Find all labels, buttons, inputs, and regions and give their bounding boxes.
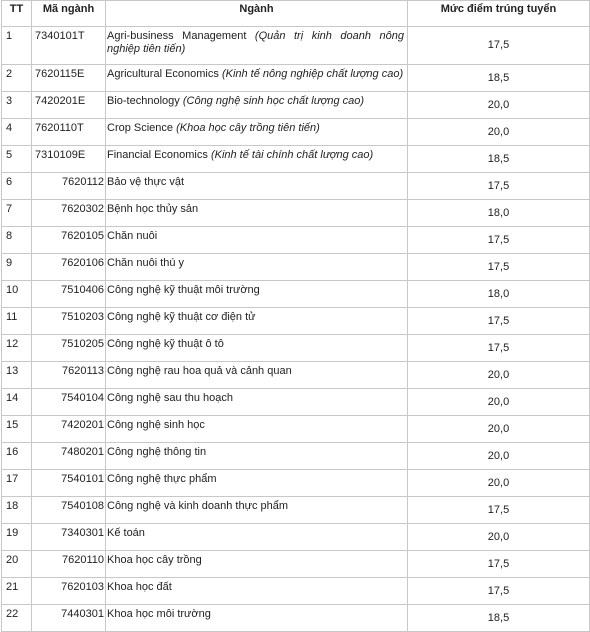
major-name-vietnamese: (Quản trị kinh doanh nông nghiệp tiên tiến): [107, 30, 404, 55]
row-major-code: 7510203: [32, 308, 106, 335]
row-major-name: [106, 497, 408, 524]
row-major-code: 7440301: [32, 605, 106, 632]
row-major-name: [106, 389, 408, 416]
row-admission-score: 18,5: [408, 146, 590, 173]
row-tt: 9: [2, 254, 32, 281]
major-name-text: Agri-business Management: [107, 30, 247, 42]
row-major-name: [106, 578, 408, 605]
major-name-vietnamese: (Kinh tế tài chính chất lượng cao): [210, 149, 374, 161]
row-tt: 4: [2, 119, 32, 146]
row-tt: 3: [2, 92, 32, 119]
header-tt: TT: [2, 1, 32, 27]
row-admission-score: 20,0: [408, 389, 590, 416]
row-admission-score: 17,5: [408, 227, 590, 254]
table-row: [2, 200, 590, 227]
table-body: [2, 27, 590, 632]
table-row: [2, 551, 590, 578]
major-name-text: Bệnh học thủy sản: [107, 203, 199, 215]
row-major-code: 7480201: [32, 443, 106, 470]
row-major-name: [106, 308, 408, 335]
row-major-code: 7620112: [32, 173, 106, 200]
row-major-code: 7540104: [32, 389, 106, 416]
row-major-code: 7340101T: [32, 27, 106, 65]
major-name-text: Crop Science: [107, 122, 174, 134]
row-major-code: 7620302: [32, 200, 106, 227]
row-admission-score: 18,5: [408, 65, 590, 92]
table-row: [2, 227, 590, 254]
row-major-name: [106, 200, 408, 227]
major-name-text: Công nghệ sinh học: [107, 419, 205, 431]
table-row: [2, 416, 590, 443]
major-name-text: Công nghệ và kinh doanh thực phẩm: [107, 500, 289, 512]
admission-score-table: [1, 0, 590, 632]
major-name-text: Khoa học đất: [107, 581, 172, 593]
row-admission-score: 18,0: [408, 200, 590, 227]
row-admission-score: 20,0: [408, 416, 590, 443]
row-tt: 17: [2, 470, 32, 497]
row-major-name: [106, 227, 408, 254]
row-major-code: 7540101: [32, 470, 106, 497]
row-admission-score: 17,5: [408, 254, 590, 281]
major-name-text: Công nghệ kỹ thuật cơ điện tử: [107, 311, 256, 323]
table-row: [2, 389, 590, 416]
row-tt: 18: [2, 497, 32, 524]
row-major-name: [106, 281, 408, 308]
row-major-name: [106, 27, 408, 65]
row-tt: 10: [2, 281, 32, 308]
table-row: [2, 605, 590, 632]
row-major-name: [106, 470, 408, 497]
row-major-code: 7620110T: [32, 119, 106, 146]
major-name-text: Khoa học môi trường: [107, 608, 211, 620]
table-row: [2, 578, 590, 605]
row-admission-score: 18,5: [408, 605, 590, 632]
major-name-vietnamese: (Kinh tế nông nghiệp chất lượng cao): [221, 68, 404, 80]
row-admission-score: 17,5: [408, 497, 590, 524]
row-major-code: 7620113: [32, 362, 106, 389]
table-row: [2, 281, 590, 308]
row-tt: 22: [2, 605, 32, 632]
header-name: Ngành: [106, 1, 408, 27]
table-row: [2, 254, 590, 281]
table-row: [2, 119, 590, 146]
row-major-code: 7620103: [32, 578, 106, 605]
row-tt: 19: [2, 524, 32, 551]
table-row: [2, 65, 590, 92]
row-admission-score: 17,5: [408, 308, 590, 335]
row-tt: 7: [2, 200, 32, 227]
major-name-text: Công nghệ thông tin: [107, 446, 207, 458]
table-row: [2, 146, 590, 173]
row-tt: 12: [2, 335, 32, 362]
major-name-text: Công nghệ sau thu hoạch: [107, 392, 233, 404]
row-admission-score: 17,5: [408, 335, 590, 362]
row-major-code: 7340301: [32, 524, 106, 551]
row-major-code: 7620110: [32, 551, 106, 578]
row-major-name: [106, 119, 408, 146]
row-tt: 6: [2, 173, 32, 200]
table-row: [2, 362, 590, 389]
table-row: [2, 524, 590, 551]
row-major-name: [106, 443, 408, 470]
row-admission-score: 20,0: [408, 443, 590, 470]
major-name-text: Công nghệ rau hoa quả và cảnh quan: [107, 365, 292, 377]
row-admission-score: 17,5: [408, 578, 590, 605]
header-score: Mức điểm trúng tuyển: [408, 1, 590, 27]
row-admission-score: 20,0: [408, 524, 590, 551]
major-name-text: Công nghệ kỹ thuật ô tô: [107, 338, 224, 350]
row-tt: 13: [2, 362, 32, 389]
row-major-code: 7310109E: [32, 146, 106, 173]
major-name-text: Khoa học cây trồng: [107, 554, 202, 566]
row-admission-score: 20,0: [408, 119, 590, 146]
table-row: [2, 335, 590, 362]
major-name-text: Bio-technology: [107, 95, 180, 107]
table-row: [2, 497, 590, 524]
row-major-code: 7540108: [32, 497, 106, 524]
row-admission-score: 17,5: [408, 551, 590, 578]
row-major-name: [106, 524, 408, 551]
row-major-code: 7420201: [32, 416, 106, 443]
row-admission-score: 20,0: [408, 92, 590, 119]
row-tt: 15: [2, 416, 32, 443]
table-row: [2, 92, 590, 119]
row-major-name: [106, 362, 408, 389]
row-major-name: [106, 416, 408, 443]
row-major-name: [106, 92, 408, 119]
row-major-code: 7620115E: [32, 65, 106, 92]
major-name-vietnamese: (Khoa học cây trồng tiên tiến): [176, 122, 320, 134]
row-major-name: [106, 335, 408, 362]
major-name-text: Financial Economics: [107, 149, 208, 161]
row-tt: 11: [2, 308, 32, 335]
row-admission-score: 17,5: [408, 27, 590, 65]
row-major-name: [106, 254, 408, 281]
row-major-code: 7510205: [32, 335, 106, 362]
row-major-code: 7420201E: [32, 92, 106, 119]
row-tt: 16: [2, 443, 32, 470]
major-name-text: Bảo vệ thực vật: [107, 176, 185, 188]
table-row: [2, 443, 590, 470]
row-tt: 1: [2, 27, 32, 65]
table-row: [2, 470, 590, 497]
row-tt: 5: [2, 146, 32, 173]
row-major-code: 7510406: [32, 281, 106, 308]
row-tt: 21: [2, 578, 32, 605]
table-row: [2, 27, 590, 65]
major-name-vietnamese: (Công nghệ sinh học chất lượng cao): [182, 95, 365, 107]
row-major-code: 7620105: [32, 227, 106, 254]
row-major-name: [106, 605, 408, 632]
row-tt: 14: [2, 389, 32, 416]
major-name-text: Chăn nuôi: [107, 230, 158, 242]
table-row: [2, 308, 590, 335]
row-major-name: [106, 65, 408, 92]
row-tt: 2: [2, 65, 32, 92]
row-major-name: [106, 146, 408, 173]
major-name-text: Kế toán: [107, 527, 145, 539]
row-tt: 20: [2, 551, 32, 578]
major-name-text: Công nghệ thực phẩm: [107, 473, 217, 485]
row-admission-score: 20,0: [408, 362, 590, 389]
major-name-text: Công nghệ kỹ thuật môi trường: [107, 284, 260, 296]
row-admission-score: 20,0: [408, 470, 590, 497]
row-major-name: [106, 173, 408, 200]
header-row: [2, 1, 590, 27]
table-row: [2, 173, 590, 200]
header-code: Mã ngành: [32, 1, 106, 27]
row-admission-score: 18,0: [408, 281, 590, 308]
row-tt: 8: [2, 227, 32, 254]
row-major-code: 7620106: [32, 254, 106, 281]
major-name-text: Agricultural Economics: [107, 68, 219, 80]
major-name-text: Chăn nuôi thú y: [107, 257, 185, 269]
row-major-name: [106, 551, 408, 578]
row-admission-score: 17,5: [408, 173, 590, 200]
